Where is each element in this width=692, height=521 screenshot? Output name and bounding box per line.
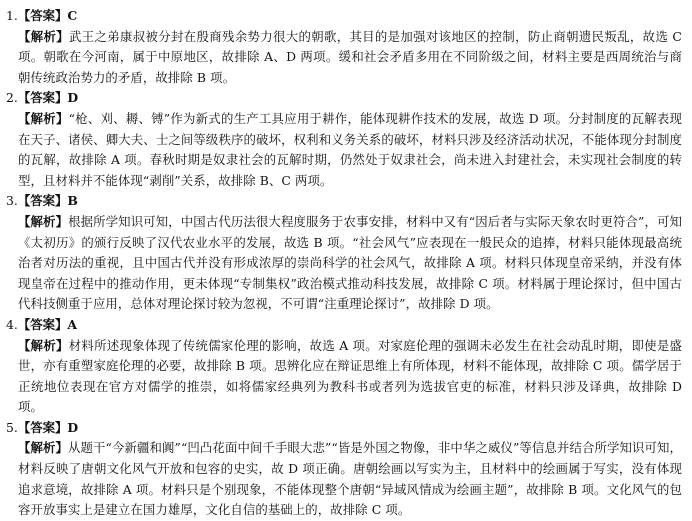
- analysis-label: 【解析】: [18, 213, 69, 229]
- answer-value: D: [67, 419, 79, 435]
- analysis-text: 材料所述现象体现了传统儒家伦理的影响，故选 A 项。对家庭伦理的强调未必发生在社会动乱时期，即使是盛世，亦有重塑家庭伦理的必要，故排除 B 项。思辨化应在辩证思维上有所体现，材料不能体现，故排除 C 项。儒学居于正统地位表现在官方对儒学的推崇，如将儒家经典列为教科书或者列为选拔官吏的标准，材料只涉及译典，故排除 D 项。: [18, 337, 683, 415]
- answer-value: B: [67, 193, 78, 209]
- question-item-2: [6, 88, 682, 191]
- analysis-label: 【解析】: [18, 337, 69, 353]
- question-number: 1.: [6, 8, 18, 23]
- answer-label: 【答案】: [17, 419, 68, 435]
- analysis-text: 从题干“今新疆和阗”“凹凸花面中间千手眼大悲”“皆是外国之物像，非中华之威仪”等信息并结合所学知识可知，材料反映了唐朝文化风气开放和包容的史实，故 D 项正确。唐朝绘画以写实为主，且材料中的绘画属于写实，没有体现追求意境，故排除 A 项。材料只是个别现象，不能体现整个唐朝“异域风情成为绘画主题”，故排除 B 项。文化风气的包容开放事实上是建立在国力雄厚，文化自信的基础上的，故排除 C 项。: [18, 440, 682, 518]
- analysis-label: 【解析】: [18, 28, 69, 44]
- analysis-paragraph: [6, 438, 682, 520]
- answer-line: [6, 191, 682, 212]
- analysis-label: 【解析】: [18, 440, 69, 456]
- question-item-3: [6, 191, 682, 315]
- answer-document: [6, 6, 682, 521]
- question-number: 4.: [6, 316, 18, 332]
- answer-label: 【答案】: [17, 8, 68, 23]
- answer-value: D: [67, 90, 79, 106]
- analysis-text: 根据所学知识可知，中国古代历法很大程度服务于农事安排，材料中又有“因后者与实际天象农时更符合”，可知《太初历》的颁行反映了汉代农业水平的发展，故选 B 项。“社会风气”应表现在一般民众的追捧，材料只能体现最高统治者对历法的重视，且中国古代并没有形成浓厚的崇尚科学的社会风气，故排除 A 项。材料只体现皇帝采纳，并没有体现皇帝在过程中的推动作用，更未体现“专制集权”政治模式推动科技发展，故排除 C 项。材料属于理论探讨，但中国古代科技侧重于应用，总体对理论探讨较为忽视，不可谓“注重理论探讨”，故排除 D 项。: [18, 213, 682, 312]
- analysis-paragraph: [6, 336, 682, 418]
- analysis-paragraph: [6, 212, 682, 315]
- analysis-text: 武王之弟康叔被分封在殷商残余势力很大的朝歌，其目的是加强对该地区的控制，防止商朝遗民叛乱，故选 C 项。朝歌在今河南，属于中原地区，故排除 A、D 两项。缓和社会矛盾多用在不同阶级之间，材料主要是西周统治与商朝传统政治势力的矛盾，故排除 B 项。: [18, 28, 682, 85]
- answer-label: 【答案】: [17, 90, 68, 106]
- answer-line: [6, 88, 682, 109]
- answer-line: [6, 418, 682, 439]
- question-item-5: [6, 418, 682, 521]
- answer-value: A: [67, 316, 78, 332]
- answer-line: [6, 6, 682, 27]
- answer-value: C: [67, 8, 78, 23]
- analysis-paragraph: [6, 27, 682, 89]
- analysis-label: 【解析】: [18, 110, 69, 126]
- question-item-4: [6, 315, 682, 418]
- question-number: 5.: [6, 419, 18, 435]
- analysis-paragraph: [6, 109, 682, 191]
- answer-label: 【答案】: [17, 316, 68, 332]
- question-number: 3.: [6, 193, 18, 209]
- analysis-text: “枪、刈、耨、镈”作为新式的生产工具应用于耕作，能体现耕作技术的发展，故选 D 项。分封制度的瓦解表现在天子、诸侯、卿大夫、士之间等级秩序的破坏，权利和义务关系的破坏，材料只涉及经济活动状况，不能体现分封制度的瓦解，故排除 A 项。春秋时期是奴隶社会的瓦解时期，仍然处于奴隶社会，尚未进入封建社会，未实现社会制度的转型，且材料并不能体现“剥削”关系，故排除 B、C 两项。: [18, 110, 682, 188]
- question-number: 2.: [6, 90, 18, 106]
- answer-label: 【答案】: [17, 193, 68, 209]
- question-item-1: [6, 6, 682, 88]
- answer-line: [6, 315, 682, 336]
